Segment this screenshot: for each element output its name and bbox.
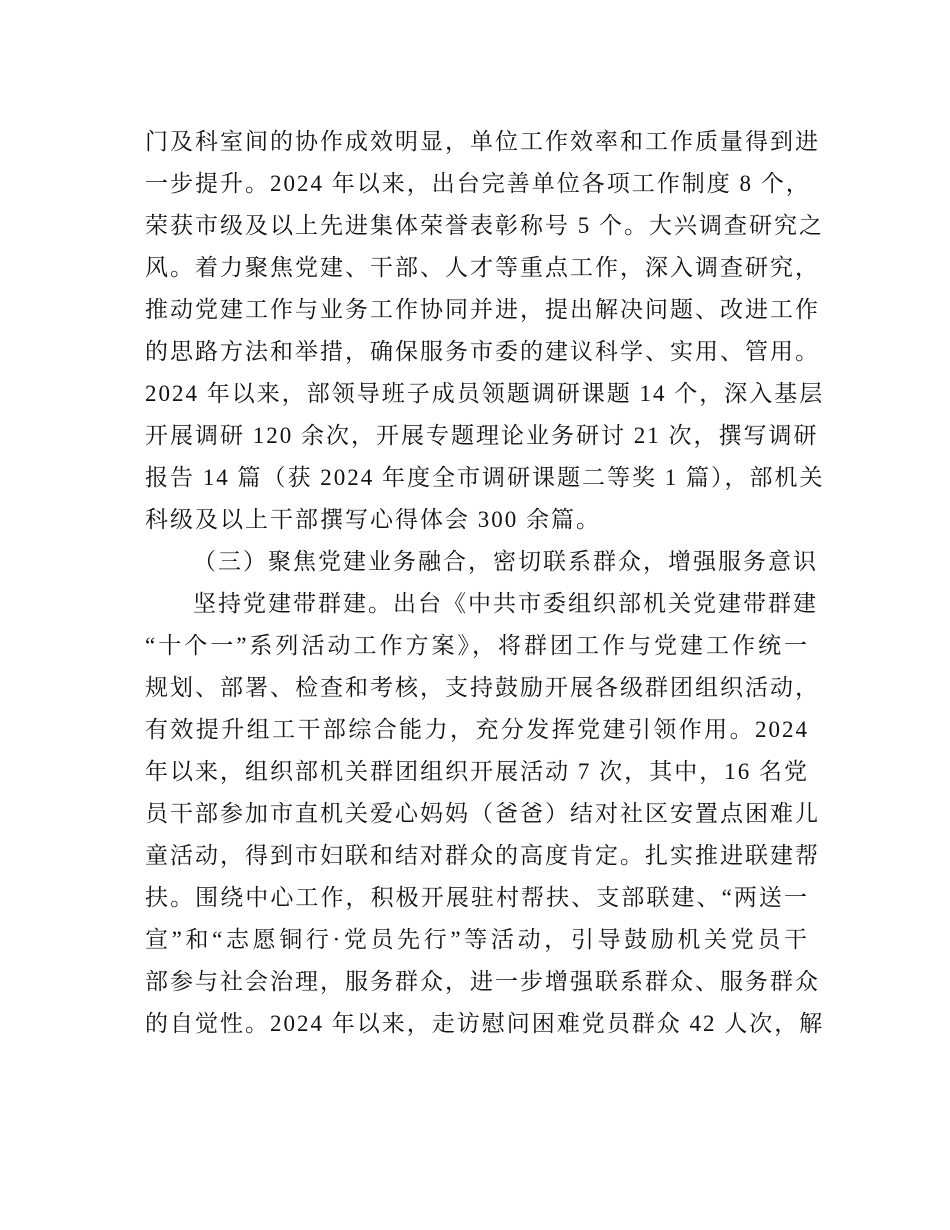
text-line: 门及科室间的协作成效明显，单位工作效率和工作质量得到进 xyxy=(145,129,820,154)
paragraph-achievements xyxy=(145,121,825,541)
document-page xyxy=(145,121,825,1045)
paragraph-party-building xyxy=(145,583,825,1045)
text-line: 有效提升组工干部综合能力，充分发挥党建引领作用。2024 xyxy=(145,717,809,742)
text-line: 宣”和“志愿铜行·党员先行”等活动，引导鼓励机关党员干 xyxy=(145,927,809,952)
text-line: “十个一”系列活动工作方案》，将群团工作与党建工作统一 xyxy=(145,633,809,658)
text-line: 一步提升。2024 年以来，出台完善单位各项工作制度 8 个， xyxy=(145,171,811,196)
text-line: 年以来，组织部机关群团组织开展活动 7 次，其中，16 名党 xyxy=(145,759,809,784)
text-line: 的自觉性。2024 年以来，走访慰问困难党员群众 42 人次，解 xyxy=(145,1011,825,1036)
text-line: 2024 年以来，部领导班子成员领题调研课题 14 个，深入基层 xyxy=(145,381,825,406)
text-line: 童活动，得到市妇联和结对群众的高度肯定。扎实推进联建帮 xyxy=(145,843,820,868)
text-line: 的思路方法和举措，确保服务市委的建议科学、实用、管用。 xyxy=(145,339,820,364)
text-line: 员干部参加市直机关爱心妈妈（爸爸）结对社区安置点困难儿 xyxy=(145,801,820,826)
text-line: 推动党建工作与业务工作协同并进，提出解决问题、改进工作 xyxy=(145,297,820,322)
text-line: 风。着力聚焦党建、干部、人才等重点工作，深入调查研究， xyxy=(145,255,820,280)
text-line: 科级及以上干部撰写心得体会 300 余篇。 xyxy=(145,507,601,532)
text-line: 扶。围绕中心工作，积极开展驻村帮扶、支部联建、“两送一 xyxy=(145,885,809,910)
text-line: 规划、部署、检查和考核，支持鼓励开展各级群团组织活动， xyxy=(145,675,820,700)
text-line: 报告 14 篇（获 2024 年度全市调研课题二等奖 1 篇），部机关 xyxy=(145,465,825,490)
text-line: 坚持党建带群建。出台《中共市委组织部机关党建带群建 xyxy=(193,591,818,616)
text-line: 荣获市级及以上先进集体荣誉表彰称号 5 个。大兴调查研究之 xyxy=(145,213,824,238)
text-line: 部参与社会治理，服务群众，进一步增强联系群众、服务群众 xyxy=(145,969,820,994)
text-line: 开展调研 120 余次，开展专题理论业务研讨 21 次，撰写调研 xyxy=(145,423,819,448)
section-heading: （三）聚焦党建业务融合，密切联系群众，增强服务意识 xyxy=(193,549,818,574)
